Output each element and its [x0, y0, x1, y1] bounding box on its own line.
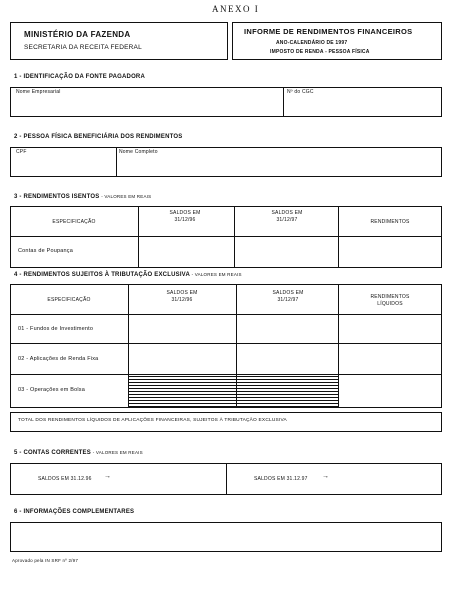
- arrow-right-icon: →: [104, 473, 111, 480]
- arrow-right-icon-2: →: [322, 473, 329, 480]
- funds-income-field[interactable]: [340, 316, 440, 341]
- complementary-info-field[interactable]: [14, 524, 438, 550]
- exclusive-col-bal1: SALDOS EM 31/12/96: [166, 290, 198, 303]
- cgc-divider: [283, 87, 284, 117]
- header-left-box: [10, 22, 228, 60]
- section-5-title: [14, 450, 143, 456]
- section-3-title-text: 3 - RENDIMENTOS ISENTOS: [14, 194, 100, 200]
- section-5-title-text: 5 - CONTAS CORRENTES: [14, 450, 91, 456]
- investment-funds-label: 01 - Fundos de Investimento: [18, 326, 94, 332]
- full-name-field[interactable]: [120, 157, 438, 175]
- stock-income-field[interactable]: [340, 376, 440, 406]
- section-2-title: 2 - PESSOA FÍSICA BENEFICIÁRIA DOS RENDIMENTOS: [14, 134, 183, 140]
- total-net-income-field[interactable]: [340, 414, 440, 430]
- savings-bal1-field[interactable]: [140, 238, 232, 266]
- exempt-col-income: RENDIMENTOS: [370, 219, 410, 225]
- calendar-year: ANO-CALENDÁRIO DE 1997: [276, 40, 348, 46]
- exclusive-col-spec: ESPECIFICAÇÃO: [47, 297, 91, 303]
- cpf-label: CPF: [16, 149, 27, 155]
- exempt-header-line: [10, 236, 442, 237]
- checking-divider: [226, 463, 227, 495]
- exempt-col-line-3: [338, 206, 339, 268]
- ministry-name: MINISTÉRIO DA FAZENDA: [24, 30, 131, 39]
- exclusive-row-line-2: [10, 374, 442, 375]
- checking-bal2-label: SALDOS EM 31.12.97: [254, 476, 308, 482]
- checking-bal2-field[interactable]: [334, 466, 438, 492]
- fixed-income-field[interactable]: [340, 345, 440, 372]
- secretariat-name: SECRETARIA DA RECEITA FEDERAL: [24, 44, 142, 51]
- stock-bal1-hatched: [128, 376, 237, 408]
- savings-bal2-field[interactable]: [236, 238, 336, 266]
- company-name-field[interactable]: [14, 97, 280, 115]
- fixed-bal1-field[interactable]: [130, 345, 234, 372]
- exempt-col-bal1: SALDOS EM 31/12/96: [169, 210, 201, 223]
- approval-note: Aprovado pela IN SRF nº 2/97: [12, 558, 79, 563]
- exclusive-col-bal2: SALDOS EM 31/12/97: [272, 290, 304, 303]
- section-4-subtitle: - VALORES EM REAIS: [191, 272, 242, 277]
- cpf-divider: [116, 147, 117, 177]
- stock-exchange-label: 03 - Operações em Bolsa: [18, 387, 85, 393]
- exempt-col-bal2: SALDOS EM 31/12/97: [271, 210, 303, 223]
- checking-bal1-field[interactable]: [116, 466, 222, 492]
- savings-row-label: Contas de Poupança: [18, 248, 73, 254]
- cgc-label: Nº do CGC: [287, 89, 314, 95]
- stock-bal2-hatched: [236, 376, 339, 408]
- funds-bal2-field[interactable]: [238, 316, 336, 341]
- section-1-title: 1 - IDENTIFICAÇÃO DA FONTE PAGADORA: [14, 74, 145, 80]
- section-4-title: [14, 272, 242, 278]
- exempt-col-line-2: [234, 206, 235, 268]
- section-3-subtitle: - VALORES EM REAIS: [101, 194, 152, 199]
- funds-bal1-field[interactable]: [130, 316, 234, 341]
- company-name-label: Nome Empresarial: [16, 89, 61, 95]
- exempt-col-spec: ESPECIFICAÇÃO: [52, 219, 96, 225]
- fixed-bal2-field[interactable]: [238, 345, 336, 372]
- fixed-income-label: 02 - Aplicações de Renda Fixa: [18, 356, 99, 362]
- form-title: INFORME DE RENDIMENTOS FINANCEIROS: [244, 27, 413, 36]
- exclusive-row-line-1: [10, 343, 442, 344]
- annex-label: ANEXO I: [212, 4, 260, 14]
- checking-bal1-label: SALDOS EM 31.12.96: [38, 476, 92, 482]
- exclusive-col-income: RENDIMENTOS LÍQUIDOS: [370, 294, 410, 307]
- section-4-title-text: 4 - RENDIMENTOS SUJEITOS À TRIBUTAÇÃO EXCLUSIVA: [14, 272, 190, 278]
- exempt-col-line-1: [138, 206, 139, 268]
- section-3-title: [14, 194, 151, 200]
- total-net-income-label: TOTAL DOS RENDIMENTOS LÍQUIDOS DE APLICAÇÕES FINANCEIRAS, SUJEITOS À TRIBUTAÇÃO EXCLUSIVA: [18, 418, 287, 423]
- cgc-field[interactable]: [287, 97, 437, 115]
- section-6-title: 6 - INFORMAÇÕES COMPLEMENTARES: [14, 509, 135, 515]
- section-5-subtitle: - VALORES EM REAIS: [92, 450, 143, 455]
- savings-income-field[interactable]: [340, 238, 440, 266]
- full-name-label: Nome Completo: [119, 149, 158, 155]
- tax-type: IMPOSTO DE RENDA - PESSOA FÍSICA: [270, 49, 370, 55]
- exclusive-header-line: [10, 314, 442, 315]
- cpf-field[interactable]: [14, 157, 112, 175]
